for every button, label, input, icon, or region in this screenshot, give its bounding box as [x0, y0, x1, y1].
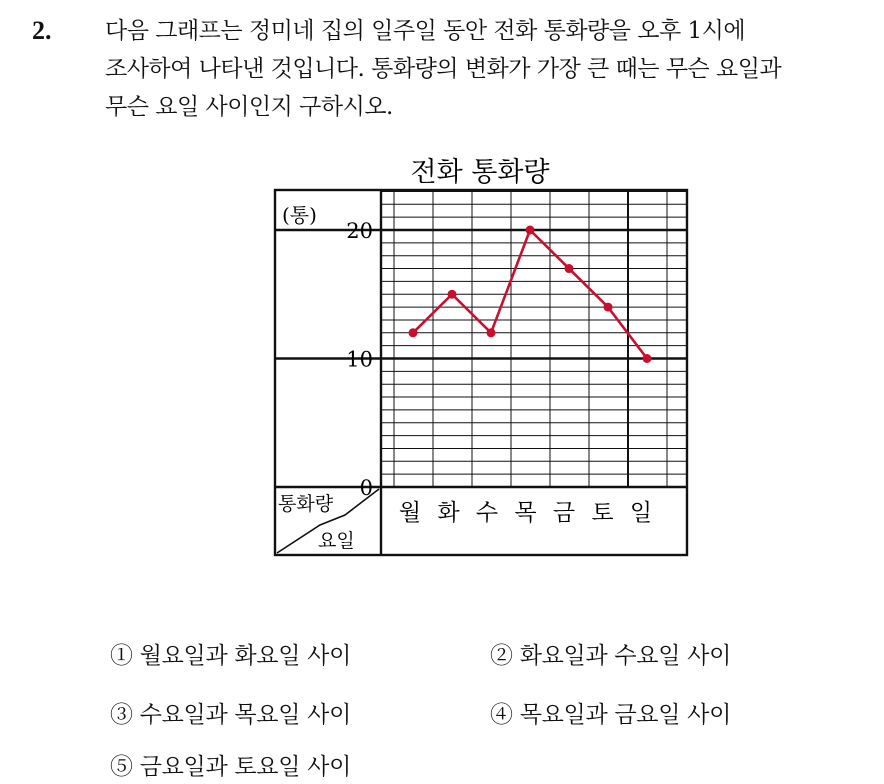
x-tick-label: 월	[398, 500, 422, 526]
y-tick-label: 20	[346, 219, 373, 243]
data-point	[409, 328, 418, 337]
choice-5[interactable]: ⑤ 금요일과 토요일 사이	[110, 754, 351, 780]
data-point	[643, 354, 652, 363]
choice-4[interactable]: ④ 목요일과 금요일 사이	[490, 702, 731, 728]
corner-label-top: 통화량	[278, 493, 334, 515]
question-line-2: 조사하여 나타낸 것입니다. 통화량의 변화가 가장 큰 때는 무슨 요일과	[105, 56, 782, 82]
y-tick-label: 10	[346, 347, 373, 372]
data-point	[487, 328, 496, 337]
question-number: 2.	[32, 16, 52, 45]
y-tick-label: 0	[359, 476, 373, 500]
choice-1[interactable]: ① 월요일과 화요일 사이	[110, 643, 351, 669]
question-line-3: 무슨 요일 사이인지 구하시오.	[105, 94, 393, 120]
x-tick-label: 수	[475, 500, 499, 526]
choice-2[interactable]: ② 화요일과 수요일 사이	[490, 643, 731, 669]
data-point	[526, 226, 535, 235]
question-line-1: 다음 그래프는 정미네 집의 일주일 동안 전화 통화량을 오후 1시에	[105, 18, 746, 44]
x-tick-label: 목	[514, 500, 537, 526]
x-tick-label: 토	[591, 500, 614, 526]
x-tick-label: 금	[552, 500, 576, 526]
x-tick-label: 화	[437, 500, 460, 526]
chart-title: 전화 통화량	[410, 157, 550, 188]
data-point	[604, 303, 613, 312]
y-axis-label: (통)	[282, 203, 317, 227]
data-point	[448, 290, 457, 299]
x-tick-label: 일	[629, 500, 653, 526]
corner-label-bottom: 요일	[318, 530, 355, 552]
choice-3[interactable]: ③ 수요일과 목요일 사이	[110, 702, 351, 728]
data-point	[565, 264, 574, 273]
